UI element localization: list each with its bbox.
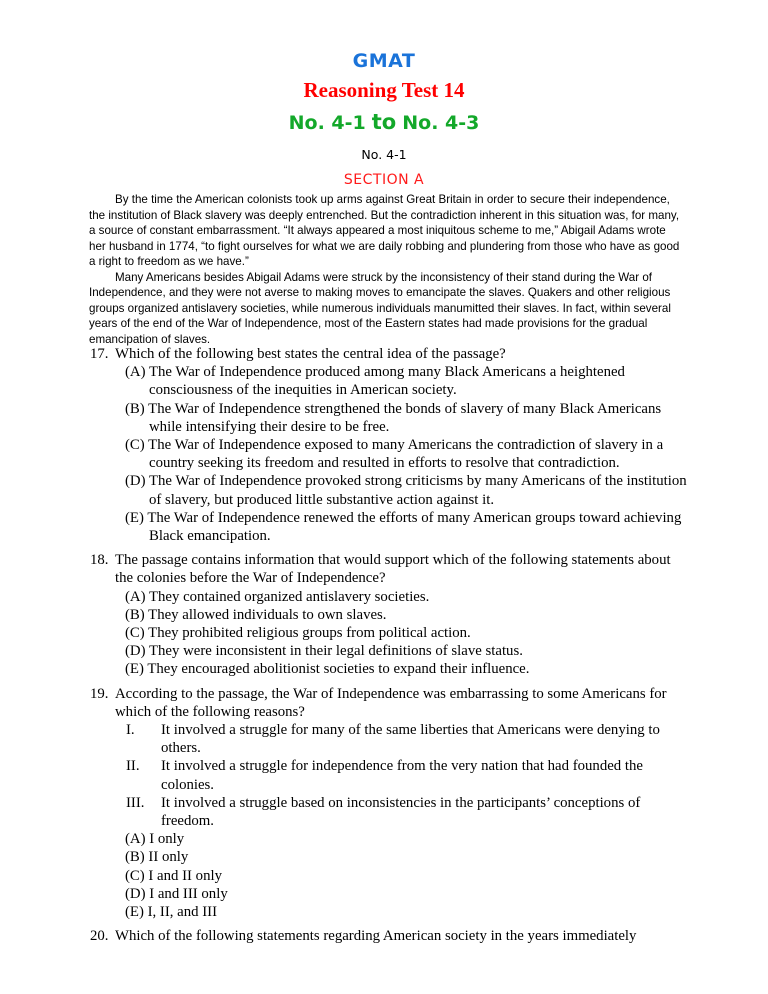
- passage-paragraph: Many Americans besides Abigail Adams were struck by the inconsistency of their stand during the War of Independence, and they were not averse to making moves to emancipate the slaves. Quakers and other religious groups organized antislavery societies, while numerous individuals manumitted their slaves. In fact, within several years of the end of the War of Independence, most of the Eastern states had made provisions for the gradual emancipation of slaves.: [89, 270, 671, 346]
- question-18: [90, 551, 690, 678]
- answer-option: (E) The War of Independence renewed the efforts of many American groups toward achieving Black emancipation.: [125, 509, 682, 545]
- roman-label: II.: [126, 758, 140, 775]
- roman-text: It involved a struggle for independence from the very nation that had founded the colonies.: [161, 758, 643, 793]
- answer-option: (A) They contained organized antislavery societies.: [125, 588, 430, 605]
- question-number: 19.: [90, 685, 109, 702]
- question-20: [90, 927, 690, 945]
- answer-option: (D) I and III only: [125, 885, 228, 902]
- answer-option: (C) The War of Independence exposed to many Americans the contradiction of slavery in a country seeking its freedom and resulted in efforts to resolve that contradiction.: [125, 437, 664, 472]
- range-to: to: [371, 110, 397, 134]
- question-number: 18.: [90, 552, 109, 569]
- answer-option: (B) They allowed individuals to own slaves.: [125, 606, 387, 623]
- question-stem: Which of the following best states the central idea of the passage?: [115, 346, 506, 362]
- answer-option: (D) They were inconsistent in their legal definitions of slave status.: [125, 643, 523, 660]
- test-subtitle: Reasoning Test 14: [303, 78, 465, 102]
- answer-option: (C) I and II only: [125, 867, 222, 884]
- question-range: [0, 110, 768, 134]
- question-list: [90, 345, 690, 952]
- roman-text: It involved a struggle for many of the same liberties that Americans were denying to others.: [161, 722, 660, 757]
- question-19: [90, 685, 690, 922]
- roman-label: I.: [126, 722, 135, 739]
- answer-option: (B) II only: [125, 849, 189, 866]
- reading-passage: [89, 192, 681, 347]
- roman-statement: [126, 757, 690, 793]
- range-start: No. 4-1: [288, 112, 366, 134]
- answer-option: (A) I only: [125, 831, 185, 848]
- question-number: 17.: [90, 346, 109, 362]
- section-heading: SECTION A: [343, 172, 425, 188]
- roman-label: III.: [126, 794, 145, 811]
- answer-option: (B) The War of Independence strengthened the bonds of slavery of many Black Americans while intensifying their desire to be free.: [125, 400, 662, 435]
- passage-paragraph: By the time the American colonists took up arms against Great Britain in order to secure their independence, the institution of Black slavery was deeply entrenched. But the contradiction inherent in this situation was, for many, a source of constant embarrassment. “It always appeared a most iniquitous scheme to me,” Abigail Adams wrote her husband in 1774, “to fight ourselves for what we are daily robbing and plundering from those who have as good a right to freedom as we have.”: [89, 193, 680, 268]
- roman-text: It involved a struggle based on inconsistencies in the participants’ conceptions of freedom.: [161, 794, 641, 830]
- question-number: 20.: [90, 928, 109, 945]
- answer-option: (D) The War of Independence provoked strong criticisms by many Americans of the institution of slavery, but produced little substantive action against it.: [125, 473, 687, 508]
- answer-option: (C) They prohibited religious groups from political action.: [125, 625, 471, 642]
- answer-option: (A) The War of Independence produced among many Black Americans a heightened consciousness of the inequities in American society.: [125, 364, 625, 399]
- question-stem: According to the passage, the War of Independence was embarrassing to some Americans for which of the following reasons?: [115, 685, 667, 720]
- roman-statement: [126, 794, 690, 830]
- passage-number: No. 4-1: [361, 147, 407, 162]
- question-17: [90, 345, 690, 545]
- roman-statement: [126, 721, 690, 757]
- answer-option: (E) They encouraged abolitionist societies to expand their influence.: [125, 661, 530, 678]
- question-stem: Which of the following statements regarding American society in the years immediately: [115, 928, 637, 945]
- range-end: No. 4-3: [402, 112, 480, 134]
- answer-option: (E) I, II, and III: [125, 904, 218, 921]
- document-title: GMAT: [352, 50, 416, 72]
- question-stem: The passage contains information that would support which of the following statements about the colonies before the War of Independence?: [115, 552, 671, 587]
